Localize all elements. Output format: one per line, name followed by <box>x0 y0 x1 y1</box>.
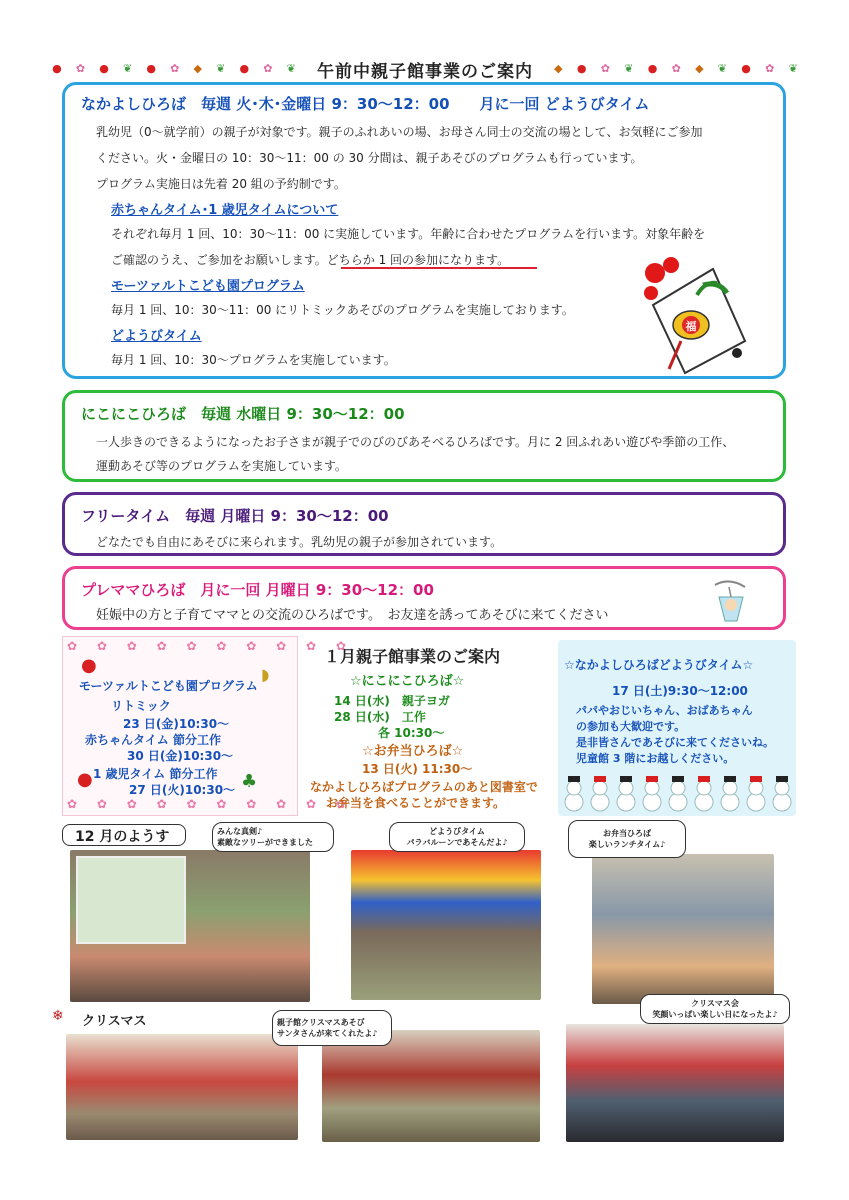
flower-icon: ✿ <box>263 62 273 75</box>
plum-blossom-border-bottom: ✿ ✿ ✿ ✿ ✿ ✿ ✿ ✿ ✿ ✿ <box>67 797 354 811</box>
january-each-time: 各 10:30～ <box>378 726 445 740</box>
spinning-top-icon: ◆ <box>193 62 202 75</box>
flower-icon: ✿ <box>671 62 681 75</box>
apple-icon: ● <box>52 62 62 75</box>
leaf-icon: ❦ <box>788 62 798 75</box>
flower-icon: ✿ <box>75 62 86 75</box>
december-title-tab <box>62 824 186 846</box>
baby-time-setsubun: 赤ちゃんタイム 節分工作 <box>85 733 221 747</box>
doyoubi-panel-line-2: の参加も大歓迎です。 <box>576 720 686 733</box>
daruma-icon: ● <box>77 769 93 790</box>
nakayoshi-line-3: プログラム実施日は先着 20 組の予約制です。 <box>96 177 346 191</box>
kite-fortune-char: 福 <box>685 320 697 333</box>
plum-blossom-border: ✿ ✿ ✿ ✿ ✿ ✿ ✿ ✿ ✿ ✿ <box>67 639 354 653</box>
mozart-program-line: 毎月 1 回、10：30～11：00 にリトミックあそびのプログラムを実施しております。 <box>111 303 574 317</box>
caption-bubble-christmas-party: クリスマス会 笑顔いっぱい楽しい日になったよ♪ <box>640 994 790 1024</box>
baby-time-line-1: それぞれ毎月 1 回、10：30～11：00 に実施しています。年齢に合わせたプログラムを行います。対象年齢を <box>111 227 706 241</box>
doyoubi-panel-date: 17 日(土)9:30～12:00 <box>612 684 748 698</box>
photo-tree-craft <box>70 850 310 1002</box>
mozart-program-heading: モーツァルトこども園プログラム <box>111 279 305 294</box>
caption-bubble-parachute: どようびタイム パラバルーンであそんだよ♪ <box>389 822 525 852</box>
right-garland-decoration <box>547 60 805 78</box>
doyoubi-time-line: 毎月 1 回、10：30～プログラムを実施しています。 <box>111 353 396 367</box>
nakayoshi-title: なかよしひろば 毎週 火･木･金曜日 9：30～12：00 月に一回 どようびタイム <box>81 95 650 113</box>
nakayoshi-line-1: 乳幼児（0～就学前）の親子が対象です。親子のふれあいの場、お母さん同士の交流の場として、お気軽にご参加 <box>96 125 703 139</box>
page-title: 午前中親子館事業のご案内 <box>317 61 533 82</box>
flower-icon: ✿ <box>765 62 775 75</box>
new-year-kite-illustration <box>633 245 753 373</box>
free-time-box <box>62 492 786 556</box>
nikoniko-hiroba-box <box>62 390 786 482</box>
january-events-panel <box>306 640 552 818</box>
one-year-time-date: 27 日(火)10:30～ <box>129 783 236 797</box>
christmas-label: クリスマス <box>82 1014 147 1029</box>
apple-icon: ● <box>146 62 156 75</box>
free-time-title: フリータイム 毎週 月曜日 9：30～12：00 <box>81 507 389 525</box>
nakayoshi-hiroba-box <box>62 82 786 379</box>
flower-icon: ✿ <box>600 62 610 75</box>
apple-icon: ● <box>576 62 587 75</box>
apple-icon: ● <box>647 62 658 75</box>
photo-bento-lunch <box>592 854 774 1004</box>
photo-christmas-party <box>566 1024 784 1142</box>
leaf-icon: ❦ <box>216 62 226 75</box>
mozart-program-panel <box>62 636 354 816</box>
page-header <box>45 56 805 82</box>
nakayoshi-line-2: ください。火・金曜日の 10：30～11：00 の 30 分間は、親子あそびのプログラムも行っています。 <box>96 151 643 165</box>
baby-time-line-2: ご確認のうえ、ご参加をお願いします。どちらか 1 回の参加になります。 <box>111 253 510 267</box>
premama-line: 妊娠中の方と子育てママとの交流のひろばです。 お友達を誘ってあそびに来てください <box>96 608 609 623</box>
january-title: １月親子館事業のご案内 <box>324 647 501 666</box>
bento-line-1: なかよしひろばプログラムのあと図書室で <box>310 780 538 794</box>
doyoubi-panel-line-4: 児童館 3 階にお越しください。 <box>576 752 735 765</box>
january-nikoniko-heading: ☆にこにこひろば☆ <box>350 674 465 689</box>
fan-icon: ◗ <box>261 665 270 684</box>
christmas-label-box <box>52 1008 172 1030</box>
premama-title: プレママひろば 月に一回 月曜日 9：30～12：00 <box>81 581 434 599</box>
apple-icon: ● <box>99 62 109 75</box>
caption-bubble-bento: お弁当ひろば 楽しいランチタイム♪ <box>568 820 686 858</box>
photo-parachute-play <box>351 850 541 1000</box>
bento-date: 13 日(火) 11:30～ <box>362 762 473 776</box>
photo-christmas-play <box>322 1030 540 1142</box>
spinning-top-icon: ◆ <box>554 62 563 75</box>
leaf-icon: ❦ <box>122 62 133 75</box>
nikoniko-line-1: 一人歩きのできるようになったお子さまが親子でのびのびあそべるひろばです。月に 2 回ふれあい遊びや季節の工作、 <box>96 435 735 449</box>
doyoubi-time-panel <box>558 640 796 816</box>
photo-christmas-santa <box>66 1034 298 1140</box>
photo-wall-board <box>76 856 186 944</box>
nikoniko-title: にこにこひろば 毎週 水曜日 9：30～12：00 <box>81 405 405 423</box>
apple-icon: ● <box>741 62 751 75</box>
leaf-icon: ❦ <box>624 62 634 75</box>
baby-time-heading: 赤ちゃんタイム･1 歳児タイムについて <box>111 203 339 218</box>
free-time-line: どなたでも自由にあそびに来られます。乳幼児の親子が参加されています。 <box>96 535 503 549</box>
spinning-top-icon: ◆ <box>695 62 704 75</box>
emphasis-underline <box>341 267 537 269</box>
bird-icon: ● <box>81 655 97 676</box>
leaf-icon: ❦ <box>286 62 296 75</box>
january-row-craft: 28 日(水) 工作 <box>334 710 426 724</box>
doyoubi-panel-title: ☆なかよしひろばどようびタイム☆ <box>564 658 754 672</box>
caption-bubble-tree: みんな真剣♪ 素敵なツリーができました <box>212 822 334 852</box>
holly-icon: ❄ <box>52 1008 64 1024</box>
apple-icon: ● <box>239 62 250 75</box>
doyoubi-time-heading: どようびタイム <box>111 329 202 344</box>
rhythmic-label: リトミック <box>111 699 171 713</box>
mozart-panel-title: モーツァルトこども園プログラム <box>79 679 258 693</box>
kadomatsu-icon: ♣ <box>241 771 258 792</box>
one-year-time-setsubun: 1 歳児タイム 節分工作 <box>93 767 218 781</box>
caption-bubble-christmas-play: 親子館クリスマスあそび サンタさんが来てくれたよ♪ <box>272 1010 392 1046</box>
nikoniko-line-2: 運動あそび等のプログラムを実施しています。 <box>96 459 347 473</box>
baby-time-date: 30 日(金)10:30～ <box>127 749 234 763</box>
left-garland-decoration <box>45 60 303 78</box>
january-row-yoga: 14 日(水) 親子ヨガ <box>334 694 450 708</box>
december-title: 12 月のようす <box>75 829 170 845</box>
premama-hiroba-box <box>62 566 786 630</box>
stork-baby-icon <box>711 575 751 625</box>
leaf-icon: ❦ <box>717 62 728 75</box>
flower-icon: ✿ <box>170 62 180 75</box>
snowmen-illustration <box>560 774 794 812</box>
rhythmic-date: 23 日(金)10:30～ <box>123 717 230 731</box>
bento-line-2: お弁当を食べることができます。 <box>326 796 506 810</box>
doyoubi-panel-line-1: パパやおじいちゃん、おばあちゃん <box>576 704 753 717</box>
doyoubi-panel-line-3: 是非皆さんであそびに来てくださいね。 <box>576 736 774 749</box>
bento-heading: ☆お弁当ひろば☆ <box>362 744 464 759</box>
